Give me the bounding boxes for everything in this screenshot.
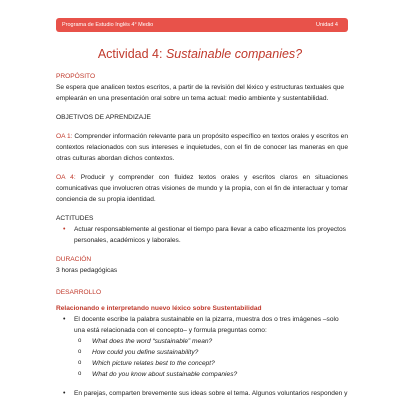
duracion-heading: DURACIÓN bbox=[56, 256, 92, 263]
desarrollo-subheading: Relacionando e interpretando nuevo léxico sobre Sustentabilidad bbox=[56, 305, 262, 312]
question-item bbox=[56, 336, 348, 347]
activity-title-italic: Sustainable companies? bbox=[165, 47, 303, 61]
proposito-heading: PROPÓSITO bbox=[56, 73, 96, 80]
unit-label: Unidad 4 bbox=[315, 22, 338, 28]
duracion-text: 3 horas pedagógicas bbox=[56, 267, 118, 274]
proposito-text: Se espera que analicen textos escritos, a partir de la revisión del léxico y estructuras textuales que emplearán en una presentación oral sobre un tema actual: medio ambiente y sustentabilidad. bbox=[56, 84, 345, 102]
program-title: Programa de Estudio Inglés 4° Medio bbox=[62, 22, 154, 28]
desarrollo-heading: DESARROLLO bbox=[56, 289, 102, 296]
header-bar bbox=[56, 18, 348, 32]
bullet-icon: • bbox=[63, 390, 66, 397]
circle-bullet-icon: o bbox=[78, 371, 82, 377]
desarrollo-bullet-1 bbox=[56, 314, 348, 336]
question-text: What does the word “sustainable” mean? bbox=[92, 338, 213, 345]
question-text: What do you know about sustainable companies? bbox=[92, 371, 238, 378]
bullet-icon: • bbox=[63, 226, 66, 233]
question-text: How could you define sustainability? bbox=[92, 349, 199, 356]
oa1-text: Comprender información relevante para un propósito específico en textos orales y escritos en contextos relacionados con sus intereses e inquietudes, con el fin de conocer las maneras en que otras culturas abordan dichos contextos. bbox=[56, 133, 348, 162]
oa4-label: OA 4: bbox=[56, 174, 76, 181]
bullet-icon: • bbox=[63, 316, 66, 323]
oa1-label: OA 1: bbox=[56, 133, 73, 140]
actitudes-item bbox=[56, 224, 348, 246]
activity-title-prefix: Actividad 4: bbox=[97, 47, 166, 61]
oa4-text: Producir y comprender con fluidez textos orales y escritos claros en situaciones comunicativas que involucren otras visiones de mundo y la propia, con el fin de interactuar y tomar conciencia de su propia identidad. bbox=[56, 174, 348, 203]
actitudes-item-text: Actuar responsablemente al gestionar el tiempo para llevar a cabo eficazmente los proyectos personales, académicos y laborales. bbox=[74, 226, 346, 244]
question-text: Which picture relates best to the concept? bbox=[92, 360, 215, 367]
objetivos-heading: OBJETIVOS DE APRENDIZAJE bbox=[56, 114, 151, 121]
circle-bullet-icon: o bbox=[78, 349, 82, 355]
question-item bbox=[56, 369, 348, 380]
circle-bullet-icon: o bbox=[78, 338, 82, 344]
question-item bbox=[56, 358, 348, 369]
activity-title bbox=[0, 47, 400, 61]
document-body bbox=[56, 71, 348, 399]
desarrollo-bullet-2 bbox=[56, 388, 348, 399]
desarrollo-bullet-1-text: El docente escribe la palabra sustainable en la pizarra, muestra dos o tres imágenes –solo una está relacionada con el concepto– y formula preguntas como: bbox=[74, 316, 339, 334]
oa4-paragraph bbox=[56, 172, 348, 205]
desarrollo-bullet-2-text: En parejas, comparten brevemente sus ideas sobre el tema. Algunos voluntarios responden y bbox=[74, 390, 348, 397]
question-item bbox=[56, 347, 348, 358]
oa1-paragraph bbox=[56, 131, 348, 164]
actitudes-heading: ACTITUDES bbox=[56, 215, 94, 222]
circle-bullet-icon: o bbox=[78, 360, 82, 366]
